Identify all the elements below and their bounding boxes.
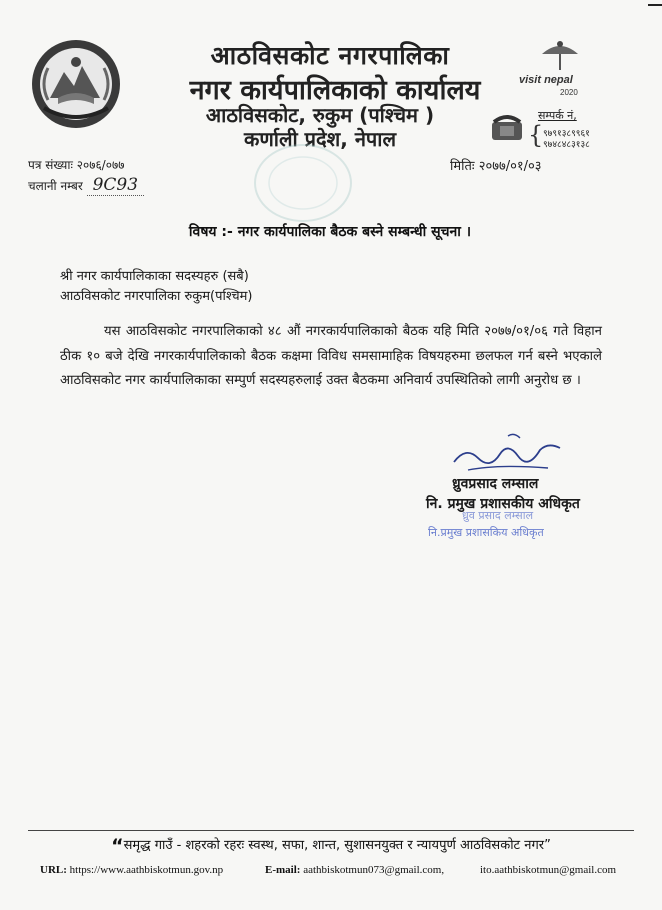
dispatch-label: चलानी नम्बर (28, 179, 83, 193)
scan-corner-mark (648, 4, 662, 6)
date-value: २०७७/०१/०३ (478, 159, 542, 174)
reference-number (28, 156, 124, 173)
signatory-title: नि. प्रमुख प्रशासकीय अधिकृत (426, 496, 580, 512)
letter-date (450, 156, 542, 174)
date-label: मितिः (450, 159, 475, 174)
municipality-name: आठविसकोट नगरपालिका (210, 41, 450, 70)
stamp-title: नि.प्रमुख प्रशासकिय अधिकृत (428, 526, 544, 539)
phone-number-1: ९७९१३८९९६१ (543, 129, 590, 139)
contact-label: सम्पर्क नं, (538, 109, 577, 122)
province-country: कर्णाली प्रदेश, नेपाल (243, 127, 397, 151)
visit-nepal-year: 2020 (560, 88, 578, 97)
reference-label: पत्र संख्याः (28, 158, 73, 172)
email-label: E-mail: (265, 864, 301, 876)
telephone-icon (490, 112, 524, 142)
recipient-line: श्री नगर कार्यपालिकाका सदस्यहरु (सबै) (60, 269, 249, 284)
footer-email-2 (480, 864, 616, 876)
office-address: आठविसकोट, रुकुम (पश्चिम ) (205, 103, 435, 127)
dispatch-number (28, 175, 144, 195)
letter-subject: विषय :- नगर कार्यपालिका बैठक बस्ने सम्बन्धी सूचना । (188, 224, 472, 240)
visit-nepal-text: visit nepal (519, 74, 573, 86)
nepal-emblem-logo (30, 38, 122, 130)
stamp-name: ध्रुव प्रसाद लम्साल (462, 509, 534, 522)
office-name: नगर कार्यपालिकाको कार्यालय (189, 75, 481, 106)
url-label: URL: (40, 864, 67, 876)
signatory-name: ध्रुवप्रसाद लम्साल (452, 476, 539, 492)
faint-watermark-stamp (248, 138, 358, 228)
footer-divider (28, 830, 634, 831)
footer-motto: “समृद्ध गाउँ - शहरको रहरः स्वस्थ, सफा, शान्त, सुशासनयुक्त र न्यायपुर्ण आठविसकोट नगर” (111, 835, 551, 857)
handwritten-signature (448, 428, 568, 476)
email-link-2[interactable]: ito.aathbiskotmun@gmail.com (480, 864, 617, 876)
recipient-line: आठविसकोट नगरपालिका रुकुम(पश्चिम) (60, 289, 253, 304)
phone-number-2: ९७४८४८३१३८ (543, 140, 590, 150)
letter-body: यस आठविसकोट नगरपालिकाको ४८ औं नगरकार्यपालिकाको बैठक यहि मिति २०७७/०१/०६ गते विहान ठीक १० बजे देखि नगरकार्यपालिकाको बैठक कक्षमा विविध समसामाहिक विषयहरुमा छलफल गर्न बस्ने भएकाले आठविसकोट नगर कार्यपालिकाका सम्पुर्ण सदस्यहरुलाई उक्त बैठकमा अनिवार्य उपस्थितिको लागी अनुरोध छ । (60, 324, 602, 388)
dispatch-value: 9C93 (87, 175, 144, 196)
brace-icon: { (528, 121, 544, 149)
email-link[interactable]: aathbiskotmun073@gmail.com, (303, 864, 445, 876)
footer-email (265, 864, 444, 876)
motto-text: समृद्ध गाउँ - शहरको रहरः स्वस्थ, सफा, शान्त, सुशासनयुक्त र न्यायपुर्ण आठविसकोट नगर (123, 838, 545, 853)
reference-value: २०७६/०७७ (76, 158, 125, 172)
footer-url (40, 864, 223, 876)
url-link[interactable]: https://www.aathbiskotmun.gov.np (69, 864, 224, 876)
